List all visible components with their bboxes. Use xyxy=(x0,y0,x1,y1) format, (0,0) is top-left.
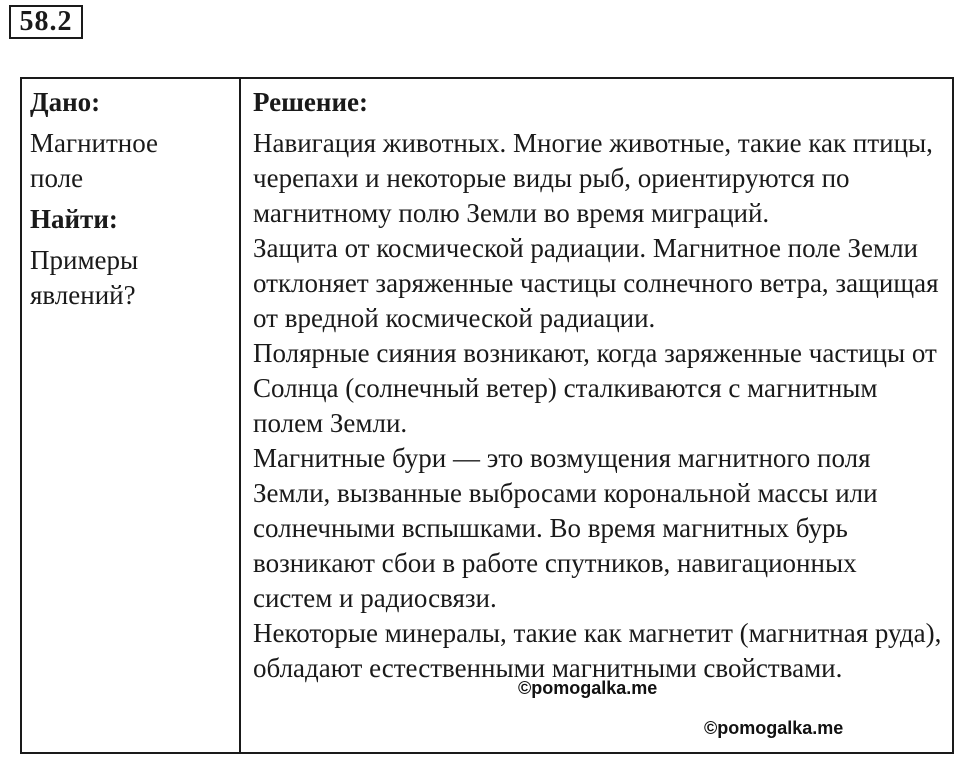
watermark: ©pomogalka.me xyxy=(704,718,844,738)
solution-paragraph: Магнитные бури — это возмущения магнитного поля Земли, вызванные выбросами корональной массы или солнечными вспышками. Во время магнитных бурь возникают сбои в работе спутников, навигационных систем и радиосвязи. xyxy=(253,443,878,613)
find-value xyxy=(30,243,233,313)
watermark: ©pomogalka.me xyxy=(518,678,658,698)
solution-column xyxy=(240,78,953,753)
solution-table xyxy=(20,77,954,754)
solution-paragraph: Полярные сияния возникают, когда заряженные частицы от Солнца (солнечный ветер) сталкиваются с магнитным полем Земли. xyxy=(253,338,937,438)
given-value-line: Магнитное xyxy=(30,128,159,158)
solution-paragraph: Некоторые минералы, такие как магнетит (магнитная руда), обладают естественными магнитными свойствами. xyxy=(253,618,942,683)
find-value-line: Примеры xyxy=(30,245,139,275)
given-value xyxy=(30,126,233,196)
given-heading: Дано: xyxy=(30,87,101,117)
solution-text xyxy=(253,126,942,686)
given-column xyxy=(21,78,240,753)
find-heading: Найти: xyxy=(30,204,118,234)
find-value-line: явлений? xyxy=(30,280,136,310)
given-value-line: поле xyxy=(30,163,84,193)
solution-heading: Решение: xyxy=(253,87,368,117)
solution-paragraph: Защита от космической радиации. Магнитное поле Земли отклоняет заряженные частицы солнечного ветра, защищая от вредной космической радиации. xyxy=(253,233,939,333)
task-number: 58.2 xyxy=(9,5,83,39)
solution-paragraph: Навигация животных. Многие животные, такие как птицы, черепахи и некоторые виды рыб, ориентируются по магнитному полю Земли во время миграций. xyxy=(253,128,933,228)
